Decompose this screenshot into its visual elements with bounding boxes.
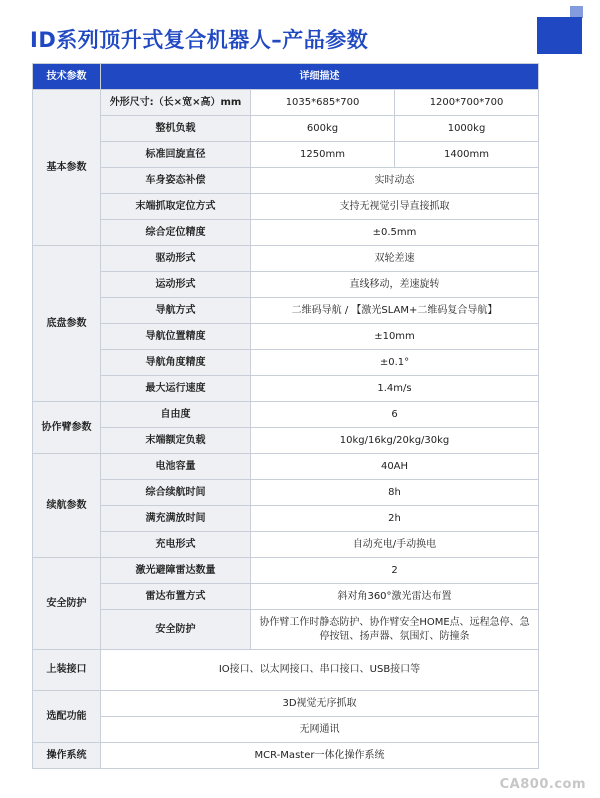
decorative-square <box>537 17 582 54</box>
table-row <box>33 480 539 506</box>
param-dof: 自由度 <box>101 402 251 428</box>
param-nav-angle-accuracy: 导航角度精度 <box>101 350 251 376</box>
param-battery: 电池容量 <box>101 454 251 480</box>
value-grip-positioning: 支持无视觉引导直接抓取 <box>251 194 539 220</box>
value-interface: IO接口、以太网接口、串口接口、USB接口等 <box>101 650 539 691</box>
table-row <box>33 584 539 610</box>
value-battery: 40AH <box>251 454 539 480</box>
table-row <box>33 717 539 743</box>
value-max-speed: 1.4m/s <box>251 376 539 402</box>
value-os: MCR-Master一体化操作系统 <box>101 743 539 769</box>
table-row <box>33 650 539 691</box>
param-max-speed: 最大运行速度 <box>101 376 251 402</box>
param-drive: 驱动形式 <box>101 246 251 272</box>
value-payload-model-b: 1000kg <box>395 116 539 142</box>
param-end-payload: 末端额定负载 <box>101 428 251 454</box>
category-arm: 协作臂参数 <box>33 402 101 454</box>
param-safety-protection: 安全防护 <box>101 610 251 650</box>
param-turning-diameter: 标准回旋直径 <box>101 142 251 168</box>
value-dimensions-model-b: 1200*700*700 <box>395 90 539 116</box>
param-nav-position-accuracy: 导航位置精度 <box>101 324 251 350</box>
value-dof: 6 <box>251 402 539 428</box>
table-row <box>33 220 539 246</box>
value-charge-mode: 自动充电/手动换电 <box>251 532 539 558</box>
value-posture-compensation: 实时动态 <box>251 168 539 194</box>
table-row <box>33 743 539 769</box>
param-positioning-accuracy: 综合定位精度 <box>101 220 251 246</box>
param-dimensions: 外形尺寸:（长×宽×高）mm <box>101 90 251 116</box>
watermark: CA800.com <box>499 777 586 792</box>
value-turning-model-b: 1400mm <box>395 142 539 168</box>
value-positioning-accuracy: ±0.5mm <box>251 220 539 246</box>
value-runtime: 8h <box>251 480 539 506</box>
category-basic: 基本参数 <box>33 90 101 246</box>
value-charge-time: 2h <box>251 506 539 532</box>
value-lidar-layout: 斜对角360°激光雷达布置 <box>251 584 539 610</box>
value-end-payload: 10kg/16kg/20kg/30kg <box>251 428 539 454</box>
table-row <box>33 376 539 402</box>
table-row <box>33 90 539 116</box>
table-row <box>33 402 539 428</box>
table-row <box>33 298 539 324</box>
param-payload: 整机负载 <box>101 116 251 142</box>
value-option-offline-comm: 无网通讯 <box>101 717 539 743</box>
table-row <box>33 272 539 298</box>
table-row <box>33 116 539 142</box>
value-payload-model-a: 600kg <box>251 116 395 142</box>
table-row <box>33 324 539 350</box>
value-option-3d-vision: 3D视觉无序抓取 <box>101 691 539 717</box>
page-title: ID系列顶升式复合机器人–产品参数 <box>30 28 369 52</box>
table-row <box>33 610 539 650</box>
value-nav-position-accuracy: ±10mm <box>251 324 539 350</box>
category-options: 选配功能 <box>33 691 101 743</box>
table-row <box>33 168 539 194</box>
table-row <box>33 142 539 168</box>
value-motion: 直线移动，差速旋转 <box>251 272 539 298</box>
table-row <box>33 454 539 480</box>
category-os: 操作系统 <box>33 743 101 769</box>
category-safety: 安全防护 <box>33 558 101 650</box>
category-chassis: 底盘参数 <box>33 246 101 402</box>
table-row <box>33 194 539 220</box>
value-nav-angle-accuracy: ±0.1° <box>251 350 539 376</box>
param-runtime: 综合续航时间 <box>101 480 251 506</box>
param-grip-positioning: 末端抓取定位方式 <box>101 194 251 220</box>
value-dimensions-model-a: 1035*685*700 <box>251 90 395 116</box>
spec-table <box>32 63 539 769</box>
value-safety-protection: 协作臂工作时静态防护、协作臂安全HOME点、远程急停、急停按钮、扬声器、氛围灯、防撞条 <box>251 610 539 650</box>
table-row <box>33 532 539 558</box>
value-navigation: 二维码导航 / 【激光SLAM+二维码复合导航】 <box>251 298 539 324</box>
header-details: 详细描述 <box>101 64 539 90</box>
table-row <box>33 506 539 532</box>
category-endurance: 续航参数 <box>33 454 101 558</box>
table-row <box>33 691 539 717</box>
param-navigation: 导航方式 <box>101 298 251 324</box>
table-row <box>33 558 539 584</box>
param-posture-compensation: 车身姿态补偿 <box>101 168 251 194</box>
category-interface: 上装接口 <box>33 650 101 691</box>
param-charge-time: 满充满放时间 <box>101 506 251 532</box>
param-motion: 运动形式 <box>101 272 251 298</box>
value-lidar-count: 2 <box>251 558 539 584</box>
table-row <box>33 246 539 272</box>
header-tech-params: 技术参数 <box>33 64 101 90</box>
table-header-row <box>33 64 539 90</box>
param-lidar-count: 激光避障雷达数量 <box>101 558 251 584</box>
param-lidar-layout: 雷达布置方式 <box>101 584 251 610</box>
param-charge-mode: 充电形式 <box>101 532 251 558</box>
table-row <box>33 428 539 454</box>
value-turning-model-a: 1250mm <box>251 142 395 168</box>
value-drive: 双轮差速 <box>251 246 539 272</box>
table-row <box>33 350 539 376</box>
